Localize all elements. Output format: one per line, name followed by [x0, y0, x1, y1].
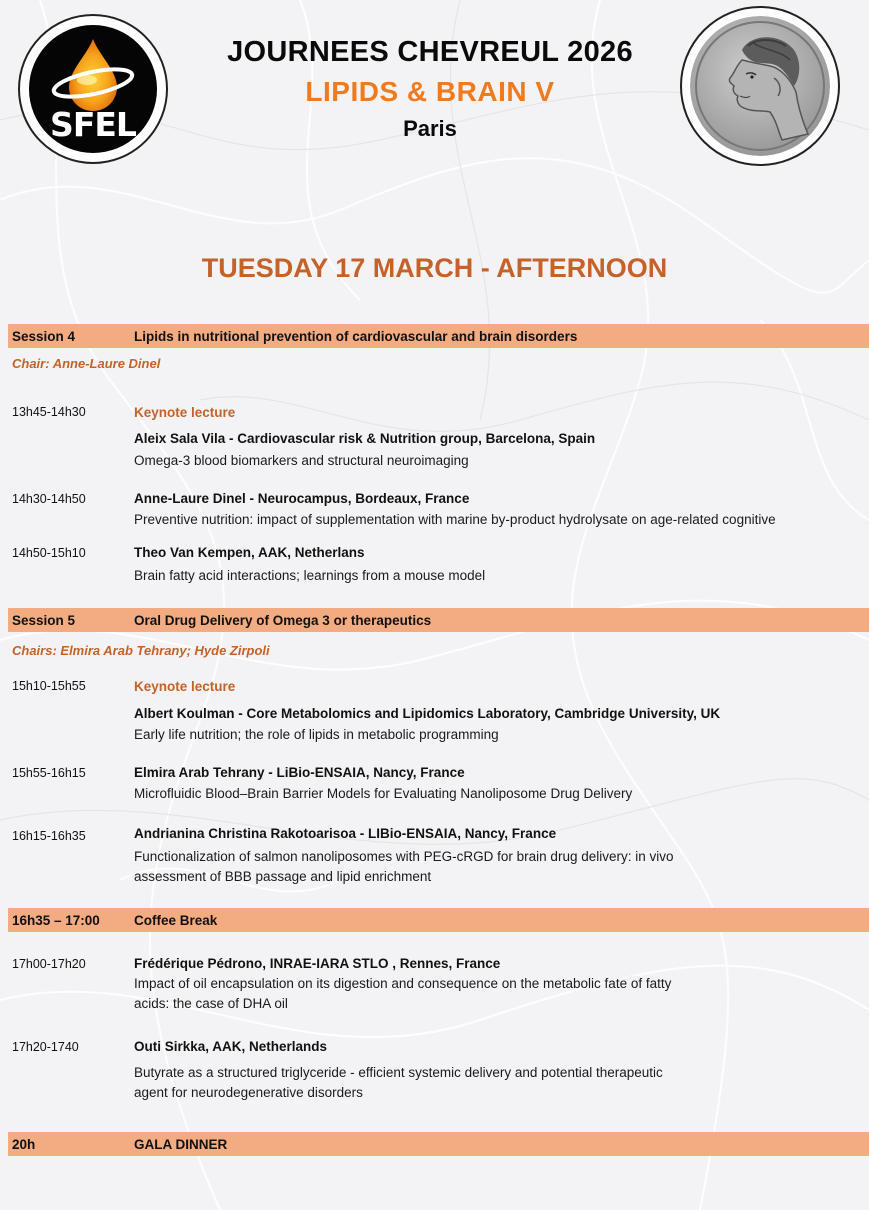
- keynote-label: Keynote lecture: [134, 405, 236, 420]
- talk-title: Brain fatty acid interactions; learnings from a mouse model: [134, 568, 486, 583]
- talk-speaker: Theo Van Kempen, AAK, Netherlans: [134, 545, 365, 560]
- event-city: Paris: [403, 116, 457, 141]
- talk-time: 14h30-14h50: [12, 492, 86, 506]
- talk-title-line1: Butyrate as a structured triglyceride - efficient systemic delivery and potential therapeutic: [134, 1065, 663, 1080]
- talk-speaker: Anne-Laure Dinel - Neurocampus, Bordeaux, France: [134, 491, 470, 506]
- chevreul-portrait-icon: [690, 16, 830, 156]
- talk-speaker: Elmira Arab Tehrany - LiBio-ENSAIA, Nancy, France: [134, 765, 465, 780]
- sfel-logo-disc: [29, 25, 157, 153]
- talk-title-line2: agent for neurodegenerative disorders: [134, 1085, 363, 1100]
- keynote-label: Keynote lecture: [134, 679, 236, 694]
- coffee-break-time: 16h35 – 17:00: [12, 913, 100, 928]
- event-title: JOURNEES CHEVREUL 2026: [227, 36, 633, 68]
- session5-header: [8, 608, 869, 632]
- talk-time: 17h20-1740: [12, 1040, 79, 1054]
- talk-speaker: Andrianina Christina Rakotoarisoa - LIBio-ENSAIA, Nancy, France: [134, 826, 557, 841]
- gala-dinner-label: GALA DINNER: [134, 1137, 228, 1152]
- session4-header: [8, 324, 869, 348]
- talk-title: Early life nutrition; the role of lipids in metabolic programming: [134, 727, 499, 742]
- talk-time: 15h10-15h55: [12, 679, 86, 693]
- session4-label: Session 4: [12, 329, 76, 344]
- talk-title-line2: assessment of BBB passage and lipid enrichment: [134, 869, 432, 884]
- talk-title: Microfluidic Blood–Brain Barrier Models for Evaluating Nanoliposome Drug Delivery: [134, 786, 633, 801]
- session5-chair: Chairs: Elmira Arab Tehrany; Hyde Zirpoli: [12, 643, 270, 658]
- session5-label: Session 5: [12, 613, 76, 628]
- chevreul-medal: [680, 6, 840, 166]
- talk-speaker: Aleix Sala Vila - Cardiovascular risk & Nutrition group, Barcelona, Spain: [134, 431, 596, 446]
- talk-speaker: Albert Koulman - Core Metabolomics and Lipidomics Laboratory, Cambridge University, UK: [134, 706, 721, 721]
- sfel-logo-text: SFEL: [50, 105, 136, 144]
- event-subtitle: LIPIDS & BRAIN V: [305, 76, 555, 107]
- session4-title: Lipids in nutritional prevention of cardiovascular and brain disorders: [134, 329, 578, 344]
- sfel-logo: [18, 14, 168, 164]
- gala-dinner-time: 20h: [12, 1137, 36, 1152]
- talk-time: 13h45-14h30: [12, 405, 86, 419]
- coffee-break-bar: [8, 908, 869, 932]
- talk-title-line2: acids: the case of DHA oil: [134, 996, 288, 1011]
- talk-time: 17h00-17h20: [12, 957, 86, 971]
- session5-title: Oral Drug Delivery of Omega 3 or therapeutics: [134, 613, 432, 628]
- day-title: TUESDAY 17 MARCH - AFTERNOON: [201, 253, 668, 283]
- talk-time: 16h15-16h35: [12, 829, 86, 843]
- talk-time: 15h55-16h15: [12, 766, 86, 780]
- gala-dinner-bar: [8, 1132, 869, 1156]
- talk-speaker: Frédérique Pédrono, INRAE-IARA STLO , Rennes, France: [134, 956, 501, 971]
- talk-title: Omega-3 blood biomarkers and structural neuroimaging: [134, 453, 469, 468]
- session4-chair: Chair: Anne-Laure Dinel: [12, 356, 161, 371]
- talk-time: 14h50-15h10: [12, 546, 86, 560]
- talk-title-line1: Impact of oil encapsulation on its digestion and consequence on the metabolic fate of fatty: [134, 976, 672, 991]
- talk-title: Preventive nutrition: impact of supplementation with marine by-product hydrolysate on age-related cognitive: [134, 512, 776, 527]
- talk-title-line1: Functionalization of salmon nanoliposomes with PEG-cRGD for brain drug delivery: in vivo: [134, 849, 674, 864]
- coffee-break-label: Coffee Break: [134, 913, 218, 928]
- talk-speaker: Outi Sirkka, AAK, Netherlands: [134, 1039, 328, 1054]
